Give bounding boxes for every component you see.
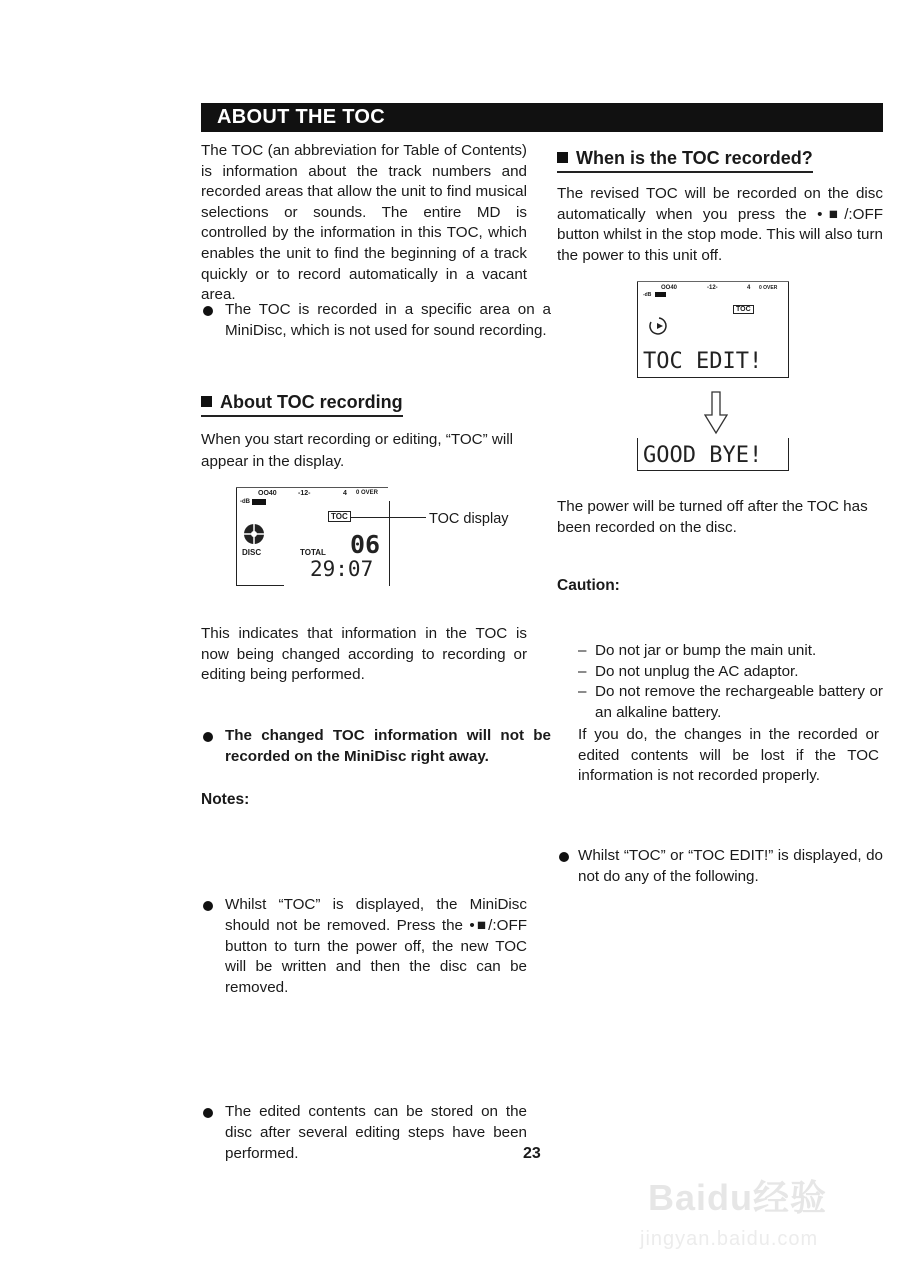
about-toc-heading <box>201 392 527 417</box>
indicates-paragraph: This indicates that information in the TOC is now being changed according to recording or editing being performed. <box>201 625 527 684</box>
disc-icon <box>243 523 265 545</box>
total-label: TOTAL <box>300 548 326 557</box>
note-item: The edited contents can be stored on the disc after several editing steps have been performed. <box>201 1102 527 1164</box>
callout-line <box>350 517 426 518</box>
bold-bullet: The changed TOC information will not be recorded on the MiniDisc right away. <box>201 726 551 767</box>
page-number: 23 <box>523 1145 541 1162</box>
level-meter-bar <box>655 292 666 297</box>
caution-item: – Do not unplug the AC adaptor. <box>578 662 883 683</box>
level-label-left: OO40 <box>258 490 277 497</box>
level-label-mid: -12- <box>298 490 311 497</box>
when-toc-text: The revised TOC will be recorded on the disc automatically when you press the •■/:OFF button whilst in the stop mode. This will also turn the power to this unit off. <box>557 185 883 264</box>
about-toc-text: When you start recording or editing, “TOC” will appear in the display. <box>201 431 514 470</box>
caution-list <box>578 641 883 723</box>
toc-edit-display-illustration <box>637 281 789 379</box>
section-banner <box>201 103 883 132</box>
toc-indicator: TOC <box>328 511 351 522</box>
when-toc-heading-text: When is the TOC recorded? <box>576 148 813 168</box>
level-label-mid: -12- <box>707 285 718 291</box>
toc-display-illustration <box>236 487 390 586</box>
disc-label: DISC <box>242 548 262 557</box>
toc-display-callout: TOC display <box>429 511 509 527</box>
db-label: -dB <box>240 499 250 505</box>
watermark-url: jingyan.baidu.com <box>640 1228 819 1250</box>
caution-heading: Caution: <box>557 577 620 594</box>
good-bye-message: GOOD BYE! <box>643 443 763 468</box>
level-label-track: 4 <box>343 490 347 497</box>
toc-edit-message: TOC EDIT! <box>643 349 763 374</box>
caution-item: – Do not remove the rechargeable battery or an alkaline battery. <box>578 682 883 723</box>
watermark-logo: Baidu经验 <box>648 1177 828 1218</box>
notes-heading: Notes: <box>201 791 250 808</box>
toc-indicator-flashing: TOC <box>733 305 754 314</box>
caution-footer: If you do, the changes in the recorded or edited contents will be lost if the TOC information is not recorded properly. <box>578 726 879 785</box>
level-label-track: 4 <box>747 285 751 291</box>
track-number: 06 <box>350 530 381 559</box>
caution-item: – Do not jar or bump the main unit. <box>578 641 883 662</box>
intro-paragraph: The TOC (an abbreviation for Table of Contents) is information about the track numbers and recorded areas that allow the unit to find musical selections or sounds. The entire MD is controlled by the information in this TOC, which enables the unit to find the beginning of a track quickly or to record automatically in a vacant area. <box>201 142 527 304</box>
good-bye-display-illustration <box>637 438 789 472</box>
total-time: 29:07 <box>310 557 374 581</box>
caution-bullet: Whilst “TOC” or “TOC EDIT!” is displayed, do not do any of the following. <box>557 846 883 887</box>
level-label-over: 0 OVER <box>759 285 778 291</box>
spinning-disc-icon <box>647 317 671 335</box>
section-title: ABOUT THE TOC <box>217 106 385 128</box>
level-label-left: OO40 <box>661 285 678 291</box>
power-off-text: The power will be turned off after the TOC has been recorded on the disc. <box>557 498 868 536</box>
level-meter-bar <box>252 499 266 505</box>
when-toc-heading <box>557 148 883 173</box>
level-label-over: 0 OVER <box>356 490 379 496</box>
square-bullet-icon <box>557 152 568 163</box>
intro-bullet: The TOC is recorded in a specific area on a MiniDisc, which is not used for sound recording. <box>201 300 551 341</box>
square-bullet-icon <box>201 396 212 407</box>
down-arrow-icon <box>704 391 728 435</box>
note-item: Whilst “TOC” is displayed, the MiniDisc should not be removed. Press the •■/:OFF button to turn the power off, the new TOC will be written and then the disc can be removed. <box>201 895 527 998</box>
about-toc-heading-text: About TOC recording <box>220 392 403 412</box>
db-label: -dB <box>643 292 652 298</box>
